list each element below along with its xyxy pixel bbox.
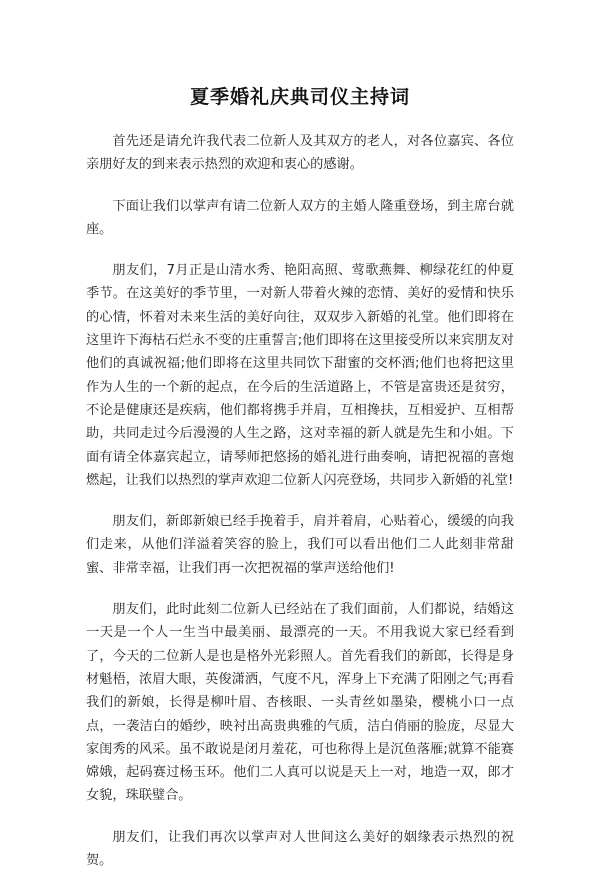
document-title: 夏季婚礼庆典司仪主持词 (189, 86, 410, 108)
paragraph-couple-approach: 朋友们，新郎新娘已经手挽着手，肩并着肩，心贴着心，缓缓的向我们走来，从他们洋溢着笑容的脸上，我们可以看出他们二人此刻非常甜蜜、非常幸福，让我们再一次把祝福的掌声送给他们! (86, 514, 514, 576)
paragraph-closing-congratulations: 朋友们，让我们再次以掌声对人世间这么美好的姻缘表示热烈的祝贺。 (86, 829, 514, 869)
paragraph-welcome: 首先还是请允许我代表二位新人及其双方的老人，对各位嘉宾、各位亲朋好友的到来表示热烈的欢迎和衷心的感谢。 (86, 134, 514, 173)
paragraph-couple-description: 朋友们，此时此刻二位新人已经站在了我们面前，人们都说，结婚这一天是一个人一生当中最美丽、最漂亮的一天。不用我说大家已经看到了，今天的二位新人是也是格外光彩照人。首先看我们的新郎，长得是身材魁梧，浓眉大眼，英俊潇洒，气度不凡，浑身上下充满了阳刚之气;再看我们的新娘，长得是柳叶眉、杏核眼、一头青丝如墨染，樱桃小口一点点，一袭洁白的婚纱，映衬出高贵典雅的气质，洁白俏丽的脸庞，尽显大家闺秀的风采。虽不敢说是闭月羞花，可也称得上是沉鱼落雁;就算不能赛嫦娥，起码赛过杨玉环。他们二人真可以说是天上一对，地造一双，郎才女貌，珠联璧合。 (86, 602, 514, 804)
paragraph-officiants-entrance: 下面让我们以掌声有请二位新人双方的主婚人隆重登场，到主席台就座。 (86, 198, 514, 237)
paragraph-summer-season: 朋友们，7月正是山清水秀、艳阳高照、莺歌燕舞、柳绿花红的仲夏季节。在这美好的季节里，一对新人带着火辣的恋情、美好的爱情和快乐的心情，怀着对未来生活的美好向往，双双步入新婚的礼堂。他们即将在这里许下海枯石烂永不变的庄重誓言;他们即将在这里接受所以来宾朋友对他们的真诚祝福;他们即将在这里共同饮下甜蜜的交杯酒;他们也将把这里作为人生的一个新的起点，在今后的生活道路上，不管是富贵还是贫穷，不论是健康还是疾病，他们都将携手并肩，互相搀扶，互相爱护、互相帮助，共同走过今后漫漫的人生之路，这对幸福的新人就是先生和小姐。下面有请全体嘉宾起立，请琴师把悠扬的婚礼进行曲奏响，请把祝福的喜炮燃起，让我们以热烈的掌声欢迎二位新人闪亮登场，共同步入新婚的礼堂! (86, 263, 514, 488)
